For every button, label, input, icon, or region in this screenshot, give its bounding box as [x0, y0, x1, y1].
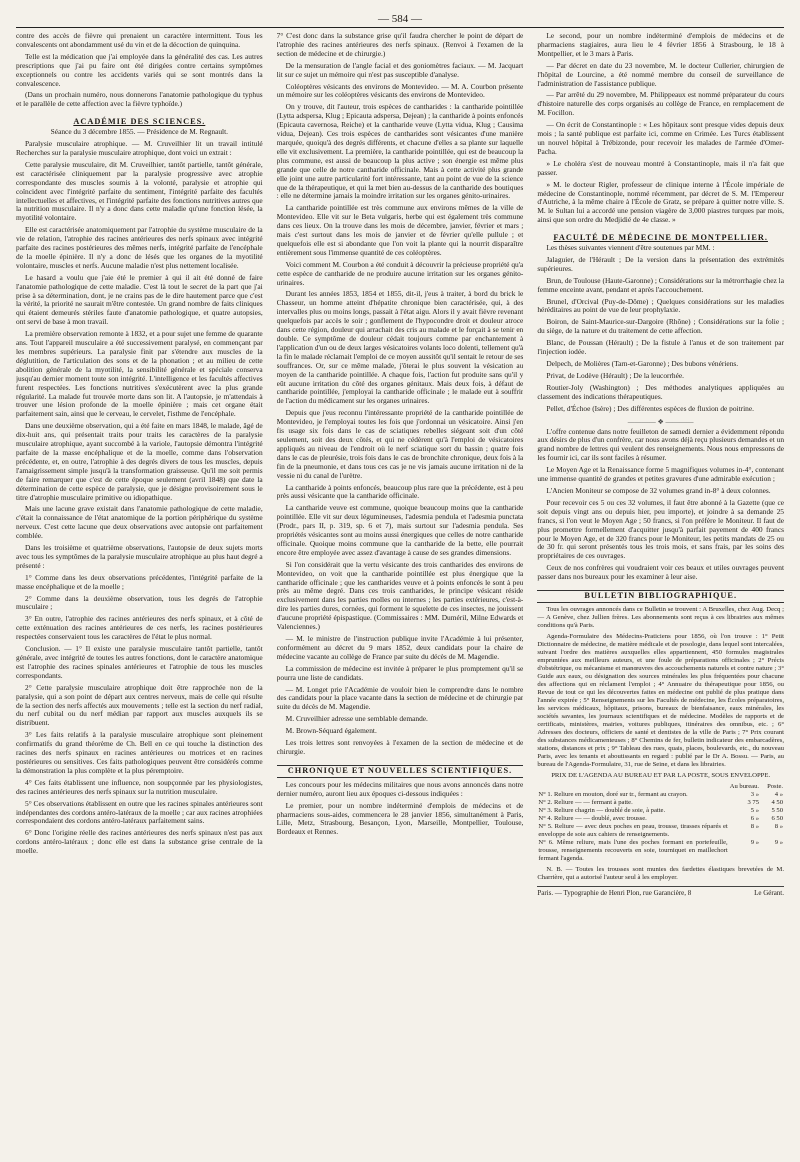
- text-paragraph: L'Ancien Moniteur se compose de 32 volumes grand in-8° à deux colonnes.: [546, 485, 771, 495]
- footer: [537, 886, 784, 898]
- thesis-item: Brunel, d'Orcival (Puy-de-Dôme) ; Quelques considérations sur les maladies héréditaires au point de vue de leur prophylaxie.: [537, 296, 784, 315]
- price-bureau: 8 »: [750, 822, 760, 830]
- section-heading-bulletin: BULLETIN BIBLIOGRAPHIQUE.: [584, 591, 738, 601]
- text-paragraph: contre des accès de fièvre qui prenaient un caractère intermittent. Tous les convalescents ont abondamment usé du vin et de la décoction de quinquina.: [16, 32, 263, 49]
- thesis-item: Blanc, de Poussan (Hérault) ; De la fistule à l'anus et de son traitement par l'injection iodée.: [537, 338, 784, 357]
- table-row: [537, 839, 784, 863]
- column-1: [16, 32, 263, 1150]
- text-paragraph: Dans les troisième et quatrième observations, l'autopsie de deux sujets morts avec tous les symptômes de la paralysie musculaire atrophique au plus haut degré a présenté :: [16, 543, 263, 570]
- text-paragraph: 2° Comme dans la deuxième observation, tous les degrés de l'atrophie musculaire ;: [16, 593, 263, 612]
- text-paragraph: Le hasard a voulu que j'aie été le premier à qui il ait été donné de faire l'anatomie pathologique de cette maladie. C'est là tout le secret de la part que j'ai prise à sa détermination, dont, je ne crains pas de le dire hautement parce que c'est la vérité, la priorité ne saurait m'être contestée. Un grand nombre de faits cliniques qui étaient demeurés stériles faute d'anatomie pathologique, et quatre autopsies, ont servi de base à mon travail.: [16, 272, 263, 327]
- printer-line: Paris. — Typographie de Henri Plon, rue Garancière, 8: [537, 888, 692, 897]
- text-paragraph: — Par arrêté du 29 novembre, M. Philippeaux est nommé préparateur du cours d'histoire naturelle des corps organisés au collège de France, en remplacement de M. Focillon.: [537, 90, 784, 118]
- bulletin-agenda: Agenda-Formulaire des Médecins-Praticiens pour 1856, où l'on trouve : 1° Petit Dictionnaire de médecine, de matière médicale et de posologie, dans lequel sont intercalées, suivant l'ordre des matières auxquelles elles appartiennent, 450 formules magistrales empruntées aux meilleurs auteurs, et une foule de préparations officinales ; 2° Précis d'obstétrique, ou mécanisme et manœuvres des accouchements naturels et contre nature ; 3° Guide aux eaux, ou désignation des sources minérales les plus fréquentées pour chacune des affections qui en réclament l'emploi ; 4° Annuaire du thérapeutique pour 1856, ou Revue de tout ce qui les découvertes faites en médecine ont publié de plus pratique dans l'année expirée ; 5° Renseignements sur les Facultés de médecine, les Écoles préparatoires, les services médicaux, hôpitaux, prisons, bureaux de bienfaisance, eaux minérales, les sociétés savantes, les journaux scientifiques et de médecine. Modèles de rapports et de certificats, ministères, mairies, voitures publiques, itinéraires des omnibus, etc. ; 6° Adresses des docteurs, officiers de santé et dentistes de la ville de Paris ; 7° Prix courant des substances médicamenteuses ; 8° Chemins de fer, bulletin indicateur des embarcadères, stations, distances et prix ; 9° Tableau des rues, quais, places, boulevards, etc., du nouveau Paris, avec les tenants et aboutissants en regard : publié par le Dr A. Bossu. — Paris, au bureau de l'Agenda-Formulaire, 31, rue de Seine, et dans les librairies.: [537, 632, 784, 768]
- text-paragraph: 5° Ces observations établissent en outre que les racines spinales antérieures sont indépendantes des cordons antéro-latéraux de la moelle ; car aux racines atrophiées correspondaient des cordons antéro-latéraux parfaitement sains.: [16, 798, 263, 826]
- price-head-bureau: Au bureau.: [729, 782, 760, 790]
- price-poste: 5 50: [771, 806, 784, 814]
- text-paragraph: Pour recevoir ces 5 ou ces 32 volumes, il faut être abonné à la Gazette (que ce soit depuis vingt ans ou depuis hier, peu importe), et joindre à sa demande 25 francs, si l'on veut le Moyen Age ; 50 francs, si l'on préfère le Moniteur. Il faut de plus promettre formellement d'acquitter jusqu'à parfait payement de 400 francs pour le Moyen Age, et de 320 francs pour le Moniteur, les petits mandats de 25 ou de 30 fr. qui seront présentés tous les trois mois, et sans frais, par les soins des propriétaires de ces ouvrages.: [537, 497, 784, 561]
- text-paragraph: La cantharide à points enfoncés, beaucoup plus rare que la précédente, est à peu près aussi vésicante que la cantharide officinale.: [276, 482, 524, 501]
- table-row: [537, 791, 784, 799]
- text-paragraph: Durant les années 1853, 1854 et 1855, dit-il, j'eus à traiter, à bord du brick le Chasseur, un homme atteint d'hépatite chronique bien caractérisée, qui, à des intervalles plus ou moins longs, passait à l'état aigu. Alors il y avait fièvre revenant quelquefois par accès le soir ; gonflement de l'hypocondre droit et douleur atroce dans cette région, douleur qui arrachait des cris au malade et le forçait à se tenir en double. Ce symptôme de douleur cédait toujours comme par enchantement à l'application d'un ou de deux larges vésicatoires volants loco dolenti, tellement qu'à la fin le malade réclamait l'emploi de ce moyen aussitôt qu'il sentait le retour de ses souffrances. Or, sur ce même malade, j'ôterai le plus souvent la vésication au moyen de la cantharide pointillée. A chaque fois, l'action fut produite sans qu'il y eût aucune irritation du côté des organes génitaux. Mais deux fois, à défaut de cantharide pointillée, j'employai la cantharide officinale ; le malade eut à souffrir de l'action du médicament sur les organes urinaires.: [276, 289, 524, 406]
- text-paragraph: 2° Cette paralysie musculaire atrophique doit être rapprochée non de la paralysie, qui a son point de départ aux centres nerveux, mais de celle qui résulte de la section des nerfs affectés aux mouvements ; telle est la section du nerf radial, du nerf cubital ou du nerf médian par rapport aux muscles auxquels ils se distribuent.: [16, 682, 263, 728]
- text-paragraph: Les thèses suivantes viennent d'être soutenues par MM. :: [546, 243, 715, 253]
- text-paragraph: — Par décret en date du 23 novembre, M. le docteur Cullerier, chirurgien de l'hôpital de Lourcine, a été nommé membre du conseil de surveillance de l'administration de l'assistance publique.: [537, 60, 784, 88]
- price-poste: 6 50: [771, 814, 784, 822]
- text-paragraph: Les concours pour les médecins militaires que nous avons annoncés dans notre dernier numéro, auront lieu aux époques ci-dessous indiquées :: [276, 779, 524, 798]
- seance-line: Séance du 3 décembre 1855. — Présidence de M. Regnault.: [50, 127, 228, 137]
- text-paragraph: M. Cruveilhier adresse une semblable demande.: [285, 714, 428, 724]
- text-paragraph: Coléoptères vésicants des environs de Montevideo. — M. A. Courbon présente un mémoire sur les coléoptères vésicants des environs de Montevideo.: [276, 81, 524, 100]
- thesis-item: Pellet, d'Échoe (Isère) ; Des différentes espèces de fluxion de poitrine.: [546, 403, 754, 413]
- price-label: N° 6. Même reliure, mais l'une des poches formant en portefeuille, trousse, renseignements recouverts en soie, tourniquet en maillechort fermant l'agenda.: [538, 838, 728, 862]
- table-row: [537, 807, 784, 815]
- text-paragraph: La cantharide pointillée est très commune aux environs mêmes de la ville de Montevideo. Elle vit sur le Beta vulgaris, herbe qui est également très commune dans ces lieux. On la trouve dans les mois de décembre, janvier, février et mars ; mais c'est surtout dans les mois de janvier et de février qu'elle pullule ; et quelquefois elle est si abondante que l'on voit la plante qui la nourrit disparaître entièrement sous l'immense quantité de ces coléoptères.: [276, 203, 524, 257]
- text-paragraph: Elle est caractérisée anatomiquement par l'atrophie du système musculaire de la vie de relation, l'atrophie des racines antérieures des nerfs spinaux avec intégrité parfaite des racines postérieures des mêmes nerfs, intégrité parfaite de l'encéphale de la moelle épinière. Il n'y a donc de lésés que les organes de la myotilité volontaire, muscles et nerfs. Aucune maladie n'est plus nettement localisée.: [16, 225, 263, 270]
- text-paragraph: Voici comment M. Courbon a été conduit à découvrir la précieuse propriété qu'a cette espèce de cantharide de ne produire aucune irritation sur les organes génito-urinaires.: [276, 259, 524, 287]
- price-poste: 9 »: [774, 838, 784, 846]
- text-paragraph: Le premier, pour un nombre indéterminé d'emplois de médecins et de pharmaciens sous-aides, commencera le 28 janvier 1856, simultanément à Paris, Lille, Metz, Strasbourg, Besançon, Lyon, Marseille, Montpellier, Toulouse, Bordeaux et Rennes.: [276, 800, 524, 837]
- text-paragraph: Les trois lettres sont renvoyées à l'examen de la section de médecine et de chirurgie.: [276, 738, 524, 756]
- price-table-header: [537, 783, 784, 791]
- text-paragraph: — M. Longet prie l'Académie de vouloir bien le comprendre dans le nombre des candidats pour la place vacante dans la section de médecine et de chirurgie par suite du décès de M. Magendie.: [276, 684, 524, 712]
- thesis-item: Routier-Joly (Washington) ; Des méthodes analytiques appliquées au classement des indications thérapeutiques.: [537, 382, 784, 401]
- text-paragraph: 6° Donc l'origine réelle des racines antérieures des nerfs spinaux n'est pas aux cordons antéro-latéraux ; donc elle est dans la substance grise centrale de la moelle.: [16, 828, 263, 856]
- ornament-divider: ———— ❖ ————: [627, 417, 694, 426]
- price-bureau: 5 »: [750, 806, 760, 814]
- text-paragraph: 4° Ces faits établissent une influence, non soupçonnée par les physiologistes, des racines antérieures des nerfs spinaux sur la nutrition musculaire.: [16, 777, 263, 796]
- text-paragraph: 1° Comme dans les deux observations précédentes, l'intégrité parfaite de la masse encéphalique et de la moelle ;: [16, 572, 263, 591]
- price-bureau: 9 »: [750, 838, 760, 846]
- column-3: [537, 32, 784, 1150]
- text-paragraph: Le second, pour un nombre indéterminé d'emplois de médecins et de pharmaciens stagiaires, aura lieu le 4 février 1856 à Strasbourg, le 18 à Montpellier, et le 3 mars à Paris.: [537, 32, 784, 58]
- top-rule: [16, 27, 784, 28]
- thesis-item: Delpech, de Molières (Tarn-et-Garonne) ; Des bubons vénériens.: [546, 359, 739, 368]
- page-number: — 584 —: [378, 13, 422, 25]
- text-paragraph: Le Moyen Age et la Renaissance forme 5 magnifiques volumes in-4°, contenant une immense quantité de grandes et petites gravures d'une admirable exécution ;: [537, 465, 784, 484]
- text-paragraph: 3° En outre, l'atrophie des racines antérieures des nerfs spinaux, et à côté de cette exténuation des racines antérieures de ces nerfs, les racines postérieures respectées conservaient tous les caractères de l'état le plus normal.: [16, 614, 263, 642]
- table-row: [537, 799, 784, 807]
- nb-note: N. B. — Toutes les trousses sont munies des fardettes élastiques brevetées de M. Charrière, qui a autorisé l'auteur seul à les employer.: [537, 865, 784, 881]
- chronique-heading-frame: [277, 765, 524, 778]
- text-paragraph: 7° C'est donc dans la substance grise qu'il faudra chercher le point de départ de l'atrophie des racines antérieures des nerfs spinaux. (Renvoi à l'examen de la section de médecine et de chirurgie.): [276, 32, 524, 58]
- price-caption: PRIX DE L'AGENDA AU BUREAU ET PAR LA POSTE, SOUS ENVELOPPE.: [551, 771, 771, 779]
- text-paragraph: L'offre contenue dans notre feuilleton de samedi dernier a évidemment répondu aux désirs de plus d'un confrère, car nous avons déjà reçu plusieurs demandes et un grand nombre de lettres qui veulent des renseignements. Nous nous empressons de les fournir ici, car ils sont faciles à résumer.: [537, 426, 784, 463]
- section-heading-chronique: CHRONIQUE ET NOUVELLES SCIENTIFIQUES.: [287, 765, 513, 775]
- price-bureau: 6 »: [750, 814, 760, 822]
- section-heading-faculte: FACULTÉ DE MÉDECINE DE MONTPELLIER.: [553, 233, 768, 243]
- thesis-item: Boiron, de Saint-Maurice-sur-Dargoire (Rhône) ; Considérations sur la folie ; du siège, de la nature et du traitement de cette affection.: [537, 317, 784, 336]
- section-heading-academie: ACADÉMIE DES SCIENCES.: [73, 117, 206, 127]
- price-label: N° 4. Reliure — — doublé, avec trousse.: [538, 814, 647, 822]
- thesis-item: Brun, de Toulouse (Haute-Garonne) ; Considérations sur la métrorrhagie chez la femme enceinte avant, pendant et après l'accouchement.: [537, 275, 784, 294]
- text-paragraph: La cantharide veuve est commune, quoique beaucoup moins que la cantharide pointillée. Elle vit sur deux légumineuses, l'adesmia pendula et l'adesmia punctata (Prodr., pars II, p. 319, sp. 6 et 7), mais surtout sur l'adesmia pendula. Ses propriétés vésicantes sont au moins aussi énergiques que celles de notre cantharide officinale. Quoique moins commune que la cantharide de la bette, elle pourrait encore être employée avec assez d'avantage à cause de ses grandes dimensions.: [276, 503, 524, 557]
- column-2: [277, 32, 524, 1150]
- price-label: N° 2. Reliure — — fermant à patte.: [538, 798, 633, 806]
- text-paragraph: Cette paralysie musculaire, dit M. Cruveilhier, tantôt partielle, tantôt générale, est caractérisée cliniquement par la paralysie progressive avec atrophie correspondante des muscles soumis à la volonté, paralysie et atrophie qui coïncident avec l'intégrité parfaite du sentiment, l'intégrité parfaite des facultés intellectuelles et affectives, et l'intégrité parfaite des fonctions nutritives autres que la nutrition musculaire. Il n'y a donc dans cette maladie qu'une fonction lésée, la myotilité volontaire.: [16, 159, 263, 223]
- text-paragraph: 3° Les faits relatifs à la paralysie musculaire atrophique sont pleinement confirmatifs du grand théorème de Ch. Bell en ce qui touche la distinction des racines des nerfs spinaux en racines antérieures ou motrices et en racines postérieures ou sensitives. Ces faits pathologiques peuvent être considérés comme la démonstration la plus complète et la plus péremptoire.: [16, 730, 263, 775]
- text-paragraph: Conclusion. — 1° Il existe une paralysie musculaire tantôt partielle, tantôt générale, avec intégrité de toutes les autres fonctions, dont le caractère anatomique est l'atrophie des racines spinales antérieures et l'atrophie de tous les muscles correspondants.: [16, 644, 263, 680]
- text-paragraph: Dans une deuxième observation, qui a été faite en mars 1848, le malade, âgé de dix-huit ans, qui présentait traits pour traits les caractères de la paralysie musculaire atrophique, ayant succombé à la variole, l'autopsie démontra l'intégrité parfaite de la masse encéphalique et de la moelle, comme dans l'observation précédente, et, en outre, l'atrophie à des degrés divers de tous les muscles, depuis l'amaigrissement simple jusqu'à la transformation graisseuse. Qu'il me soit permis de faire remarquer que c'est de cette époque seulement (avril 1848) que date la détermination de cette espèce de paralysie, que je désigne provisoirement sous le titre d'atrophie musculaire primitive ou idiopathique.: [16, 421, 263, 502]
- text-paragraph: (Dans un prochain numéro, nous donnerons l'anatomie pathologique du typhus et le parallèle de cette affection avec la fièvre typhoïde.): [16, 90, 263, 109]
- text-paragraph: — M. le ministre de l'instruction publique invite l'Académie à lui présenter, conformément au décret du 9 mars 1852, deux candidats pour la chaire de médecine vacante au collège de France par suite du décès de M. Magendie.: [276, 634, 524, 661]
- text-paragraph: De la mensuration de l'angle facial et des goniomètres faciaux. — M. Jacquart lit sur ce sujet un mémoire qui n'est pas susceptible d'analyse.: [276, 60, 524, 79]
- thesis-item: Jalaguier, de l'Hérault ; De la version dans la présentation des extrémités supérieures.: [537, 254, 784, 273]
- price-label: N° 1. Reliure en mouton, doré sur tr., fermant au crayon.: [538, 790, 688, 798]
- price-label: N° 5. Reliure — avec deux poches en peau, trousse, tirasses réparés et enveloppe de soie aux cahiers de renseignements.: [538, 822, 728, 838]
- price-head-poste: Poste.: [767, 782, 784, 790]
- text-paragraph: — On écrit de Constantinople : « Les hôpitaux sont presque vides depuis deux mois ; la santé publique est parfaite ici, comme en Crimée. Les Turcs établissent un nouvel hôpital à Trébizonde, pour recevoir les malades de l'armée d'Omer-Pacha.: [537, 120, 784, 156]
- text-paragraph: Depuis que j'eus reconnu l'intéressante propriété de la cantharide pointillée de Montevideo, je l'employai toutes les fois que j'ordonnai un vésicatoire. Ainsi j'en fis usage six fois dans le cas de sciatiques rebelles siégeant soit d'un côté seulement, soit des deux côtés, et qui ne cédèrent qu'à l'emploi de vésicatoires appliqués au niveau de l'endroit où le nerf sciatique sort du bassin ; quatre fois dans le cas de pleurésie, trois fois dans le cas de bronchite chronique, deux fois à la fin de la pneumonie, et dans tous ces cas je ne vis jamais aucune irritation ni de la vessie ni du canal de l'urètre.: [276, 408, 524, 480]
- text-paragraph: La première observation remonte à 1832, et a pour sujet une femme de quarante ans. Tout l'appareil musculaire a été successivement paralysé, en commençant par les membres supérieurs. La paralysie finit par s'étendre aux muscles de la déglutition, de l'articulation des sons et de la phonation ; et au milieu de cette abolition générale de la myotilité, la sensibilité générale et spéciale conserva jusqu'au dernier moment toute son intégrité. L'intelligence et les facultés affectives furent respectées. Les fonctions nutritives s'exécutèrent avec la plus grande régularité. La malade fut trouvée morte dans son lit. A l'autopsie, je m'attendais à trouver une lésion profonde de la moelle épinière ; mais cet organe était parfaitement sain, ainsi que le cerveau, le cervelet, l'isthme de l'encéphale.: [16, 329, 263, 419]
- text-paragraph: Paralysie musculaire atrophique. — M. Cruveilhier lit un travail intitulé Recherches sur la paralysie musculaire atrophique, dont voici un extrait :: [16, 139, 263, 157]
- text-paragraph: Ceux de nos confrères qui voudraient voir ces beaux et utiles ouvrages peuvent passer dans nos bureaux pour les examiner à leur aise.: [537, 563, 784, 582]
- text-paragraph: » M. le docteur Rigler, professeur de clinique interne à l'École impériale de médecine de Constantinople, nommé récemment, par décret de S. M. l'Empereur d'Autriche, à la même chaire à l'École de Gratz, se prépare à quitter notre ville. S. M. le Sultan lui a accordé une pension viagère de 3,000 piastres turques par mois, ainsi que son ordre du Medjidié de 4e classe. »: [537, 179, 784, 225]
- columns: [16, 32, 784, 1150]
- price-label: N° 3. Reliure chagrin — doublé de soie, à patte.: [538, 806, 666, 814]
- bulletin-heading-frame: [537, 590, 784, 603]
- price-table: [537, 783, 784, 863]
- price-bureau: 3 75: [747, 798, 760, 806]
- bulletin-note: Tous les ouvrages annoncés dans ce Bulletin se trouvent : A Bruxelles, chez Aug. Decq ; — A Genève, chez Jullien frères. Les abonnements sont reçus à ces librairies aux mêmes conditions qu'à Paris.: [537, 605, 784, 629]
- table-row: [537, 823, 784, 839]
- price-bureau: 3 »: [750, 790, 760, 798]
- price-poste: 4 50: [771, 798, 784, 806]
- price-poste: 8 »: [774, 822, 784, 830]
- text-paragraph: Mais une lacune grave existait dans l'anatomie pathologique de cette maladie, c'était la connaissance de l'état anatomique de la portion périphérique du système nerveux. C'est cette lacune que deux observations avec autopsie ont parfaitement comblée.: [16, 504, 263, 541]
- text-paragraph: On y trouve, dit l'auteur, trois espèces de cantharides : la cantharide pointillée (Lytta adspersa, Klug ; Epicauta adspersa, Dejean) ; la cantharide à points enfoncés (Epicauta cavernosa, Reiche) et la cantharide veuve (Lytta vidua, Klug ; Causima vidua, Dejean). Ces trois espèces de cantharides sont vésicantes d'une manière marquée, quoiqu'à des degrés différents, et chacune d'elles a sa plante sur laquelle elle vit exclusivement. La première, la cantharide pointillée, qui est de beaucoup la plus commune, est aussi de beaucoup la plus active ; son énergie est même plus grande que celle de notre cantharide officinale. Mais à cette activité plus grande elle joint une autre particularité fort intéressante, tant au point de vue de la science que de la thérapeutique, et qui la met bien au-dessus de la cantharide des boutiques : elle ne détermine jamais la moindre irritation sur les organes génito-urinaires.: [276, 102, 524, 201]
- text-paragraph: M. Brown-Séquard également.: [285, 726, 377, 736]
- text-paragraph: » Le choléra s'est de nouveau montré à Constantinople, mais il n'a fait que passer.: [537, 158, 784, 177]
- table-row: [537, 815, 784, 823]
- text-paragraph: La commission de médecine est invitée à préparer le plus promptement qu'il se pourra une liste de candidats.: [276, 663, 524, 682]
- text-paragraph: Si l'on considérait que la vertu vésicante des trois cantharides des environs de Montevideo, on voit que la cantharide pointillée est plus énergique que la cantharide officinale ; que les cantharides veuve et à points enfoncés le sont à peu près au même degré. Dans ces trois cantharides, le principe vésicant réside exclusivement dans les parties molles ou internes ; les parties extérieures, c'est-à-dire les parties dures, cornées, qui forment le squelette de ces insectes, ne jouissent d'aucune propriété épispastique. (Commissaires : MM. Duméril, Milne Edwards et Valenciennes.): [276, 559, 524, 632]
- price-poste: 4 »: [774, 790, 784, 798]
- gerant-label: Le Gérant.: [754, 888, 784, 897]
- thesis-item: Privat, de Lodève (Hérault) ; De la leucorrhée.: [546, 370, 685, 380]
- text-paragraph: Telle est la médication que j'ai employée dans la généralité des cas. Les autres prescriptions que j'ai pu faire ont été dirigées contre certains symptômes exceptionnels ou contre les accidents variés qui se sont montrés dans la convalescence.: [16, 51, 263, 88]
